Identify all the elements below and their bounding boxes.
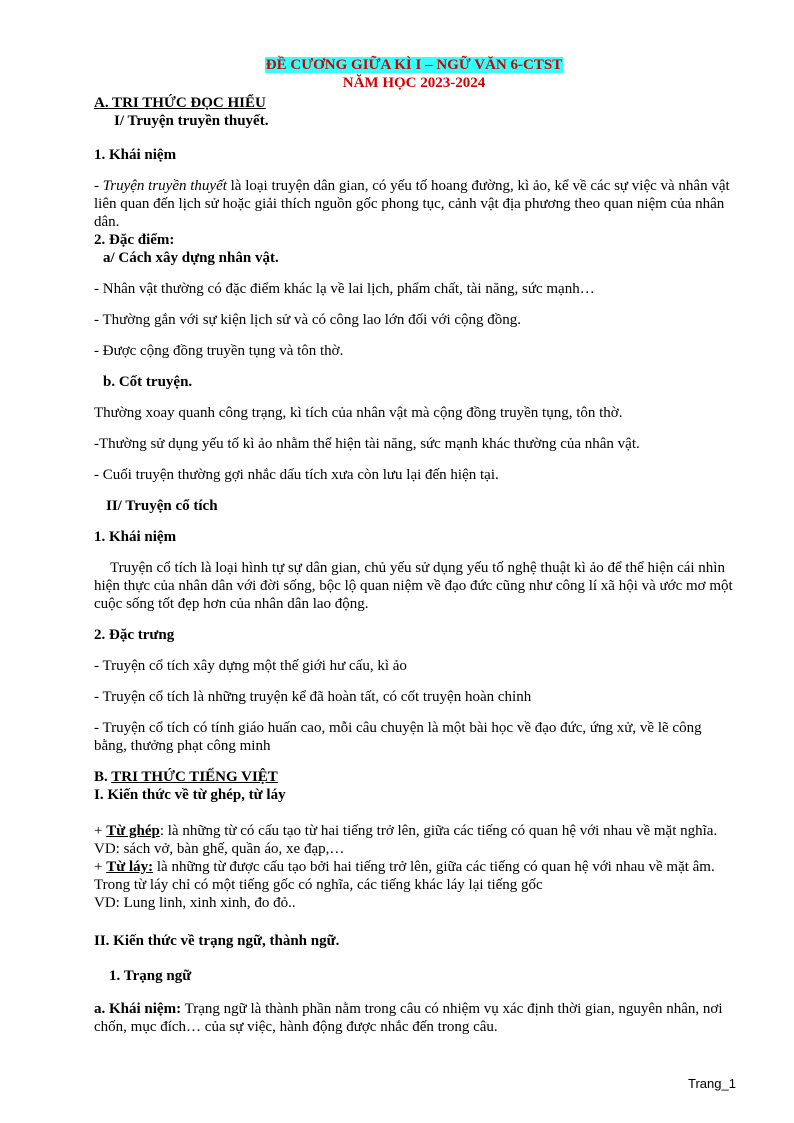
a-cot-truyen-1: Thường xoay quanh công trạng, kì tích của nhân vật mà cộng đồng truyền tụng, tôn thờ. — [94, 405, 623, 421]
a-nhan-vat-1: - Nhân vật thường có đặc điểm khác lạ về lai lịch, phẩm chất, tài năng, sức mạnh… — [94, 281, 595, 297]
trang-ngu-definition: a. Khái niệm: Trạng ngữ là thành phần nằm trong câu có nhiệm vụ xác định thời gian, nguyên nhân, nơi chốn, mục đích… của sự việc, hành động được nhắc đến trong câu. — [94, 1001, 723, 1035]
trang-ngu-heading: 1. Trạng ngữ — [109, 968, 192, 984]
document-subtitle: NĂM HỌC 2023-2024 — [342, 75, 486, 91]
part-i-heading: I/ Truyện truyền thuyết. — [114, 113, 269, 129]
a-khai-niem-heading: 1. Khái niệm — [94, 147, 177, 163]
a-cot-truyen-2: -Thường sử dụng yếu tố kì ảo nhằm thể hiện tài năng, sức mạnh khác thường của nhân vật. — [94, 436, 640, 452]
a-nhan-vat-2: - Thường gắn với sự kiện lịch sử và có công lao lớn đối với cộng đồng. — [94, 312, 522, 328]
a-khai-niem-text: - Truyện truyền thuyết là loại truyện dân gian, có yếu tố hoang đường, kì ảo, kể về các sự việc và nhân vật liên quan đến lịch sử hoặc giải thích nguồn gốc phong tục, cảnh vật địa phương theo quan niệm của nhân dân. — [94, 178, 730, 230]
tu-lay-example: VD: Lung linh, xinh xinh, đo đỏ.. — [94, 895, 296, 911]
b-dac-trung-2: - Truyện cổ tích là những truyện kể đã hoàn tất, có cốt truyện hoàn chỉnh — [94, 689, 532, 705]
a-cot-truyen-3: - Cuối truyện thường gợi nhắc dấu tích xưa còn lưu lại đến hiện tại. — [94, 467, 499, 483]
page-number: Trang_1 — [688, 1076, 736, 1091]
b-dac-trung-heading: 2. Đặc trưng — [94, 627, 175, 643]
b-khai-niem-heading: 1. Khái niệm — [94, 529, 177, 545]
a-nhan-vat-subheading: a/ Cách xây dựng nhân vật. — [103, 250, 279, 266]
section-b-heading: B. TRI THỨC TIẾNG VIỆT — [94, 769, 278, 785]
tv-i-heading: I. Kiến thức về từ ghép, từ láy — [94, 787, 286, 803]
a-nhan-vat-3: - Được cộng đồng truyền tụng và tôn thờ. — [94, 343, 344, 359]
document-title: ĐỀ CƯƠNG GIỮA KÌ I – NGỮ VĂN 6-CTST — [265, 57, 563, 73]
tu-ghep-definition: + Từ ghép: là những từ có cấu tạo từ hai tiếng trở lên, giữa các tiếng có quan hệ với nhau về mặt nghĩa. — [94, 823, 718, 839]
b-dac-trung-3: - Truyện cổ tích có tính giáo huấn cao, mỗi câu chuyện là một bài học về đạo đức, ứng xử, về lẽ công bằng, thưởng phạt công minh — [94, 720, 702, 754]
b-dac-trung-1: - Truyện cổ tích xây dựng một thế giới hư cấu, kì ảo — [94, 658, 407, 674]
tu-lay-definition: + Từ láy: là những từ được cấu tạo bởi hai tiếng trở lên, giữa các tiếng có quan hệ với nhau về mặt âm. Trong từ láy chỉ có một tiếng gốc có nghĩa, các tiếng khác láy lại tiếng gốc — [94, 859, 715, 893]
a-cot-truyen-subheading: b. Cốt truyện. — [103, 374, 193, 390]
b-khai-niem-text: Truyện cổ tích là loại hình tự sự dân gian, chủ yếu sử dụng yếu tố nghệ thuật kì ảo để thể hiện cái nhìn hiện thực của nhân dân với đời sống, bộc lộ quan niệm về đạo đức cũng như công lí xã hội và ước mơ một cuộc sống tốt đẹp hơn của nhân dân lao động. — [94, 560, 733, 612]
document-page — [94, 56, 734, 1036]
part-ii-heading: II/ Truyện cổ tích — [106, 498, 218, 514]
tu-ghep-example: VD: sách vở, bàn ghế, quần áo, xe đạp,… — [94, 841, 345, 857]
section-a-heading: A. TRI THỨC ĐỌC HIỂU — [94, 95, 266, 111]
a-dac-diem-heading: 2. Đặc điểm: — [94, 232, 175, 248]
tv-ii-heading: II. Kiến thức về trạng ngữ, thành ngữ. — [94, 933, 340, 949]
